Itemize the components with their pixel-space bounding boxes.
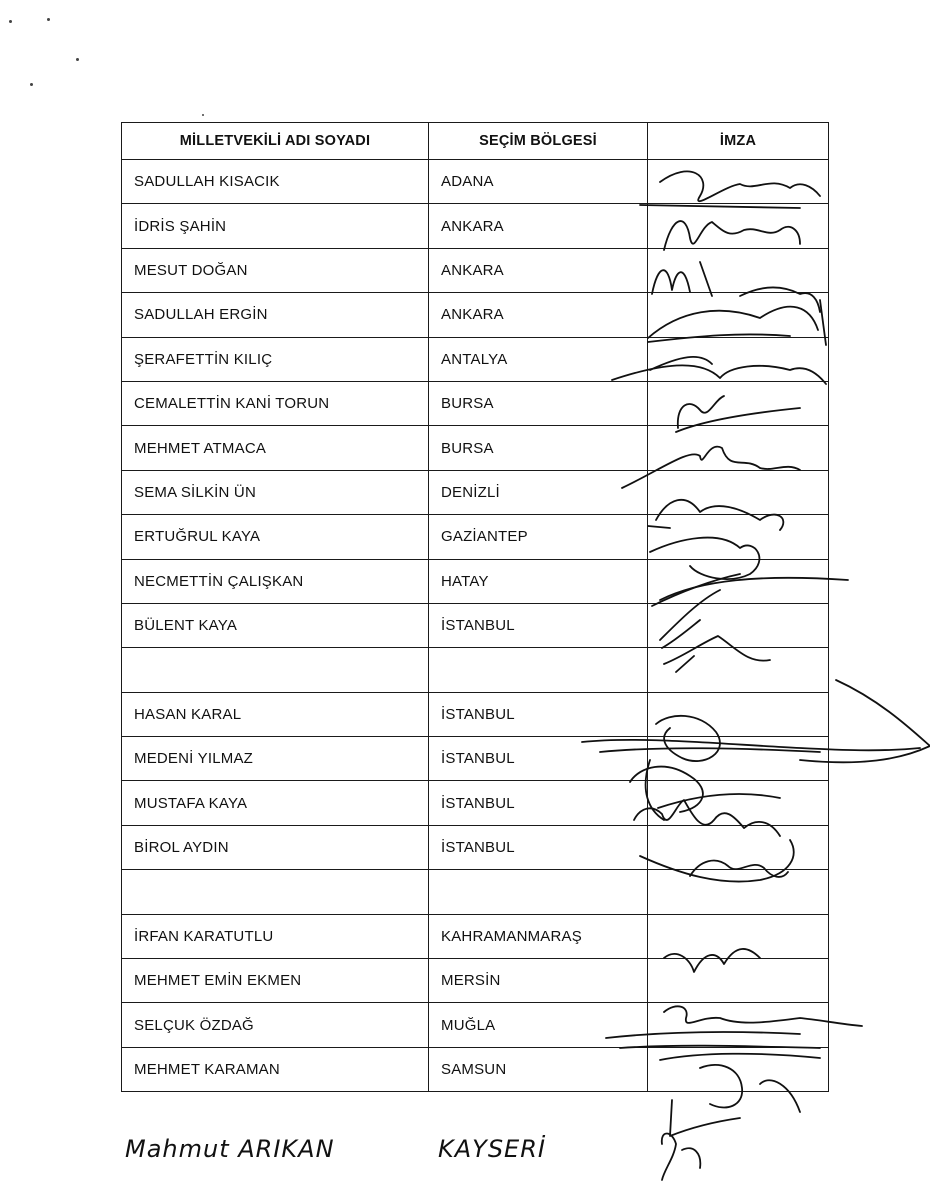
election-region	[429, 870, 648, 914]
table-row-empty	[122, 870, 829, 914]
election-region: DENİZLİ	[429, 470, 648, 514]
deputy-name: ERTUĞRUL KAYA	[122, 515, 429, 559]
signature-cell	[648, 160, 829, 204]
signature-cell	[648, 1003, 829, 1047]
signature-cell	[648, 381, 829, 425]
deputy-name: BÜLENT KAYA	[122, 603, 429, 647]
table-row-empty	[122, 648, 829, 692]
signature-cell	[648, 515, 829, 559]
signature-cell	[648, 737, 829, 781]
election-region: ANKARA	[429, 204, 648, 248]
table-row	[122, 470, 829, 514]
header-name: MİLLETVEKİLİ ADI SOYADI	[122, 123, 429, 160]
table-row	[122, 692, 829, 736]
election-region: HATAY	[429, 559, 648, 603]
table-row	[122, 1047, 829, 1091]
table-row	[122, 603, 829, 647]
deputy-name: NECMETTİN ÇALIŞKAN	[122, 559, 429, 603]
signature-cell	[648, 1047, 829, 1091]
table-row	[122, 959, 829, 1003]
scan-speck	[47, 18, 50, 21]
table-row	[122, 381, 829, 425]
table-row	[122, 204, 829, 248]
table-row	[122, 426, 829, 470]
election-region: MERSİN	[429, 959, 648, 1003]
signature-cell	[648, 825, 829, 869]
signature-cell	[648, 692, 829, 736]
header-region: SEÇİM BÖLGESİ	[429, 123, 648, 160]
deputy-name: ŞERAFETTİN KILIÇ	[122, 337, 429, 381]
signature-cell	[648, 426, 829, 470]
table-row	[122, 737, 829, 781]
table-row	[122, 1003, 829, 1047]
election-region: ANKARA	[429, 293, 648, 337]
election-region	[429, 648, 648, 692]
deputy-name: MEDENİ YILMAZ	[122, 737, 429, 781]
deputy-name: İDRİS ŞAHİN	[122, 204, 429, 248]
election-region: İSTANBUL	[429, 603, 648, 647]
election-region: BURSA	[429, 381, 648, 425]
election-region: İSTANBUL	[429, 737, 648, 781]
deputy-name: MESUT DOĞAN	[122, 248, 429, 292]
signature-cell	[648, 559, 829, 603]
signature-cell	[648, 870, 829, 914]
deputy-name: BİROL AYDIN	[122, 825, 429, 869]
election-region: KAHRAMANMARAŞ	[429, 914, 648, 958]
signature-cell	[648, 293, 829, 337]
deputy-name: HASAN KARAL	[122, 692, 429, 736]
scan-speck	[30, 83, 33, 86]
table-row	[122, 825, 829, 869]
signature-cell	[648, 603, 829, 647]
scan-speck	[202, 114, 204, 116]
table-row	[122, 781, 829, 825]
deputy-name	[122, 648, 429, 692]
signature-cell	[648, 914, 829, 958]
deputy-name: MEHMET KARAMAN	[122, 1047, 429, 1091]
election-region: ANTALYA	[429, 337, 648, 381]
deputy-name: MEHMET EMİN EKMEN	[122, 959, 429, 1003]
election-region: MUĞLA	[429, 1003, 648, 1047]
election-region: GAZİANTEP	[429, 515, 648, 559]
header-signature: İMZA	[648, 123, 829, 160]
signature-cell	[648, 248, 829, 292]
table-row	[122, 337, 829, 381]
signature-cell	[648, 648, 829, 692]
table-header-row	[122, 123, 829, 160]
deputy-name: İRFAN KARATUTLU	[122, 914, 429, 958]
signature-table	[121, 122, 829, 1092]
deputy-name: MUSTAFA KAYA	[122, 781, 429, 825]
deputy-name: CEMALETTİN KANİ TORUN	[122, 381, 429, 425]
scan-speck	[76, 58, 79, 61]
deputy-name: SADULLAH KISACIK	[122, 160, 429, 204]
election-region: SAMSUN	[429, 1047, 648, 1091]
signature-cell	[648, 470, 829, 514]
table-row	[122, 515, 829, 559]
deputy-name: SELÇUK ÖZDAĞ	[122, 1003, 429, 1047]
deputy-name: SADULLAH ERGİN	[122, 293, 429, 337]
election-region: BURSA	[429, 426, 648, 470]
election-region: ADANA	[429, 160, 648, 204]
handwritten-region: KAYSERİ	[438, 1135, 546, 1163]
signature-cell	[648, 204, 829, 248]
election-region: İSTANBUL	[429, 825, 648, 869]
signature-cell	[648, 337, 829, 381]
signature-cell	[648, 959, 829, 1003]
handwritten-name: Mahmut ARIKAN	[125, 1135, 335, 1163]
scan-speck	[9, 20, 12, 23]
table-row	[122, 914, 829, 958]
election-region: İSTANBUL	[429, 692, 648, 736]
table-row	[122, 559, 829, 603]
deputy-name: SEMA SİLKİN ÜN	[122, 470, 429, 514]
election-region: İSTANBUL	[429, 781, 648, 825]
table-row	[122, 160, 829, 204]
signature-cell	[648, 781, 829, 825]
signature-scribble	[662, 1134, 701, 1181]
election-region: ANKARA	[429, 248, 648, 292]
table-row	[122, 293, 829, 337]
deputy-name	[122, 870, 429, 914]
table-row	[122, 248, 829, 292]
deputy-name: MEHMET ATMACA	[122, 426, 429, 470]
